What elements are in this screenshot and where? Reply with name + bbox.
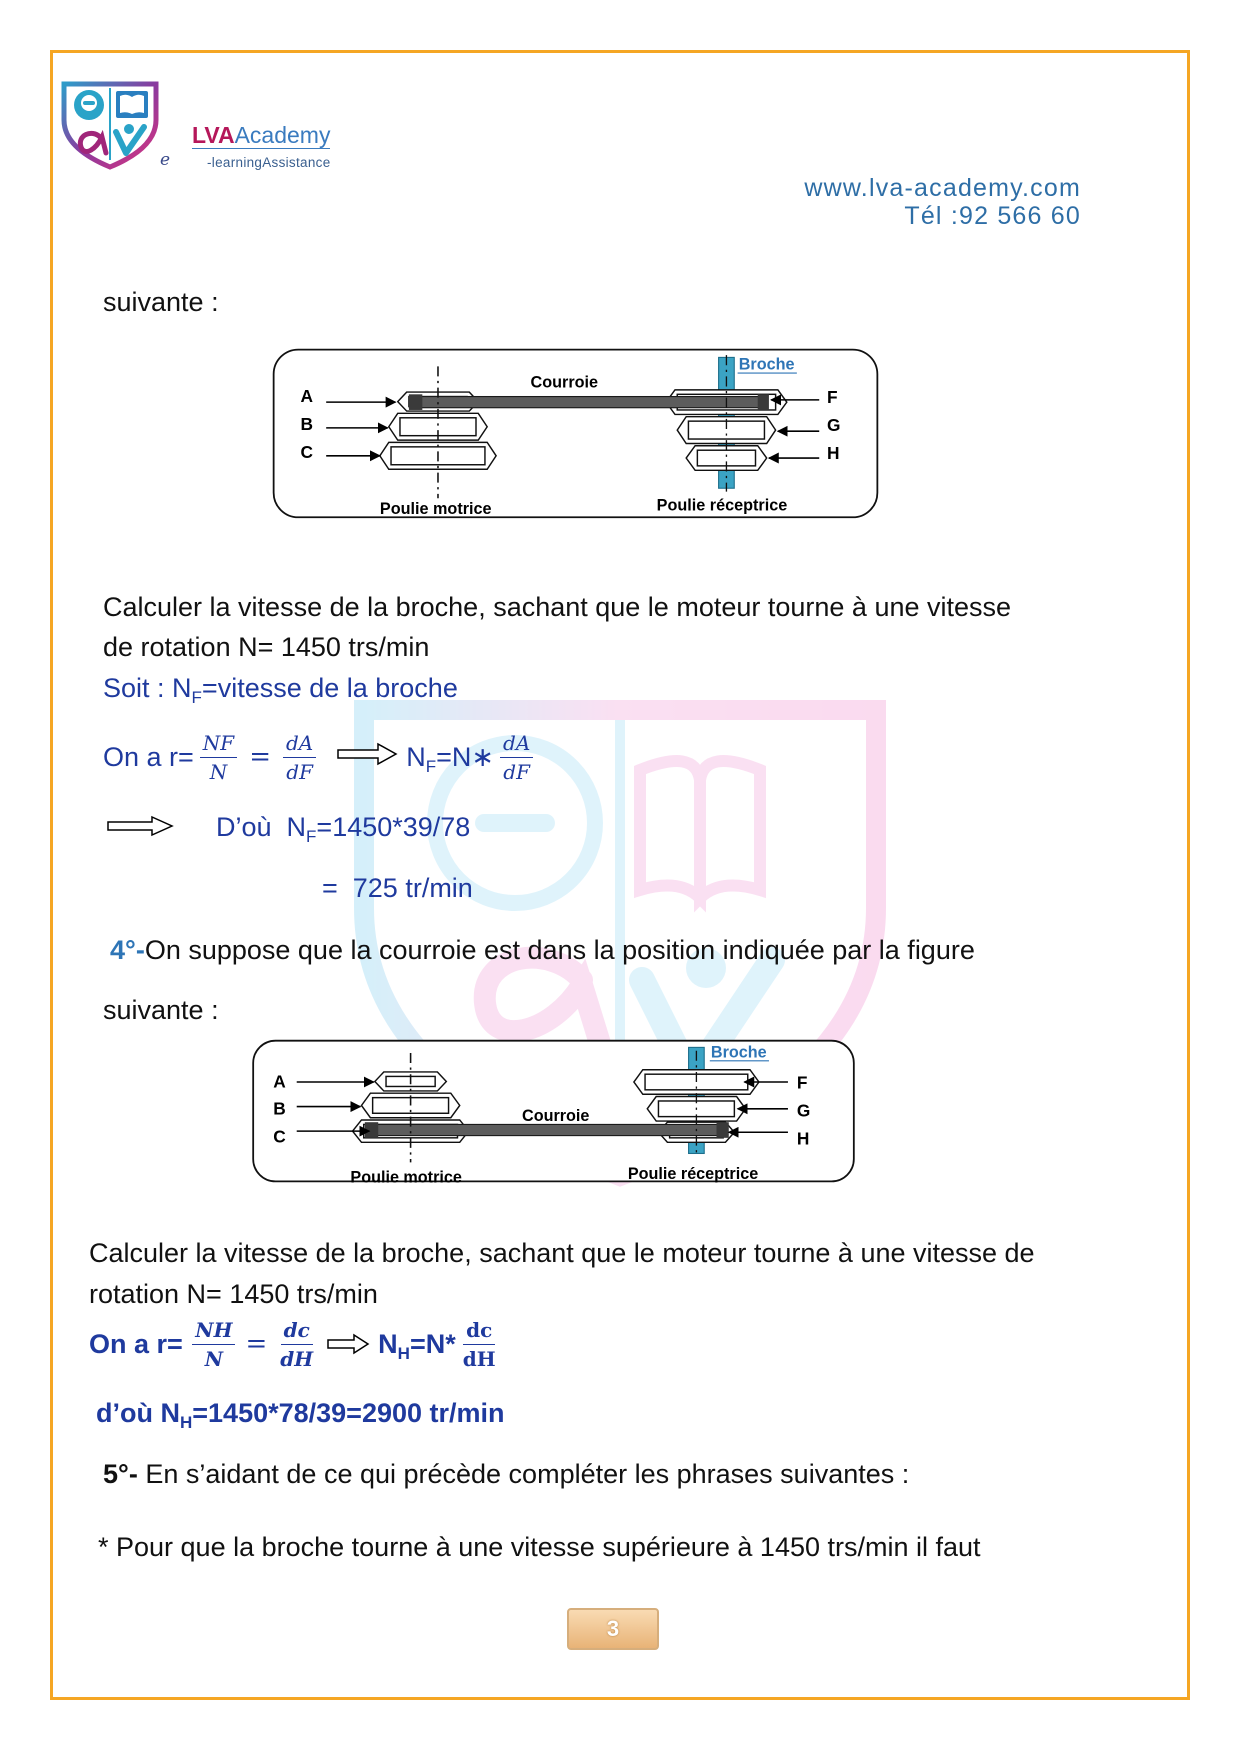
fraction-diameters-rhs [500,731,533,784]
fraction-numerator: dc [281,1318,313,1345]
implies-arrow-icon [326,1333,370,1355]
answer4-formula [89,1312,499,1376]
label-courroie: Courroie [522,1107,590,1126]
label-poulie-motrice: Poulie motrice [379,499,492,518]
formula-rhs-sub: H [397,1343,410,1363]
answer3-calculation [216,810,470,848]
label-B: B [300,414,313,435]
answer3-definition-prefix: Soit : N [103,673,192,703]
label-F: F [796,1072,808,1093]
fraction-denominator: N [204,1346,224,1371]
implies-arrow-icon [336,742,398,766]
fraction-denominator: dF [503,759,530,784]
formula-rhs [378,1328,456,1363]
question5-statement [103,1457,909,1491]
question5-text: En s’aidant de ce qui précède compléter les phrases suivantes : [137,1459,910,1489]
formula-lhs: On a r= [103,741,194,772]
fraction-numerator: NH [192,1318,235,1345]
brand-academy: Academy [234,122,331,148]
formula-rhs-tail: =N* [409,1328,456,1359]
pulley-diagram-2 [246,1034,861,1197]
fraction-denominator: dH [462,1346,496,1371]
brand-tagline: -learningAssistance [207,155,331,170]
formula-rhs-n: N [406,741,426,772]
formula-rhs-sub: F [425,756,437,776]
fraction-diameters-rhs [460,1318,499,1371]
brand-name [192,122,330,149]
website: www.lva-academy.com [804,174,1081,202]
answer3-definition-sub: F [191,688,202,707]
label-F: F [827,387,838,408]
implies-arrow-icon [106,815,174,837]
fraction-numerator: dA [283,731,316,758]
question5-bullet: * Pour que la broche tourne à une vitesse supérieure à 1450 trs/min il faut [98,1532,981,1562]
question4-number: 4°- [110,935,145,965]
belt [409,394,769,410]
fraction-denominator: dF [286,759,313,784]
question4-text: On suppose que la courroie est dans la position indiquée par la figure [144,935,975,965]
calc-sub: F [306,827,317,846]
formula-lhs: On a r= [89,1328,191,1359]
formula-rhs [406,741,495,776]
label-G: G [827,415,841,436]
answer4-result [96,1396,505,1434]
calc-sub: H [179,1413,193,1432]
label-broche: Broche [710,1043,767,1062]
answer3-definition [103,671,458,709]
fraction-numerator: dA [500,731,533,758]
label-H: H [827,443,840,464]
fraction-ratio [200,731,237,784]
fraction-diameters [277,1318,316,1371]
fraction-denominator: N [209,759,228,784]
watermark-chat-icon [475,814,555,832]
page-number: 3 [567,1608,659,1650]
fraction-denominator: dH [280,1346,314,1371]
question4-statement [110,933,975,967]
lva-logo [58,80,162,170]
formula-equals: = [249,742,271,772]
label-G: G [796,1100,811,1121]
calc-expression: =1450*39/78 [316,812,471,842]
formula-rhs-n: N [378,1328,398,1359]
brand-lva: LVA [192,122,235,148]
label-poulie-receptrice: Poulie réceptrice [656,496,788,515]
question4-line2: rotation N= 1450 trs/min [89,1279,378,1309]
answer3-definition-suffix: =vitesse de la broche [201,673,458,703]
fraction-numerator: dc [463,1318,495,1345]
question5-number: 5°- [103,1459,138,1489]
label-C: C [300,442,313,463]
calc-prefix: D’où N [216,812,307,842]
label-A: A [300,386,313,407]
watermark-book-icon [640,761,760,898]
figure-intro-2: suivante : [103,995,219,1025]
calc-prefix: d’où N [96,1398,180,1428]
label-courroie: Courroie [530,373,599,392]
fraction-diameters [283,731,316,784]
question4-line1: Calculer la vitesse de la broche, sachant que le moteur tourne à une vitesse de [89,1238,1035,1268]
question3-line1: Calculer la vitesse de la broche, sachant que le moteur tourne à une vitesse [103,592,1012,622]
fraction-numerator: NF [200,731,237,758]
brand-e-letter: e [160,150,171,170]
label-A: A [273,1071,286,1092]
label-broche: Broche [738,355,795,374]
calc-expression: =1450*78/39=2900 tr/min [192,1398,505,1428]
figure-intro-1: suivante : [103,287,219,317]
label-B: B [273,1098,286,1119]
label-C: C [273,1126,286,1147]
formula-equals: = [245,1329,268,1359]
label-poulie-motrice: Poulie motrice [350,1168,462,1187]
phone: Tél :92 566 60 [904,202,1081,230]
formula-rhs-tail: =N∗ [436,741,495,772]
label-H: H [796,1128,810,1149]
label-poulie-receptrice: Poulie réceptrice [627,1165,759,1184]
question3-line2: de rotation N= 1450 trs/min [103,632,430,662]
answer3-result: = 725 tr/min [322,873,473,903]
fraction-ratio [192,1318,235,1371]
pulley-diagram-1 [268,344,883,524]
answer3-formula [103,725,533,789]
